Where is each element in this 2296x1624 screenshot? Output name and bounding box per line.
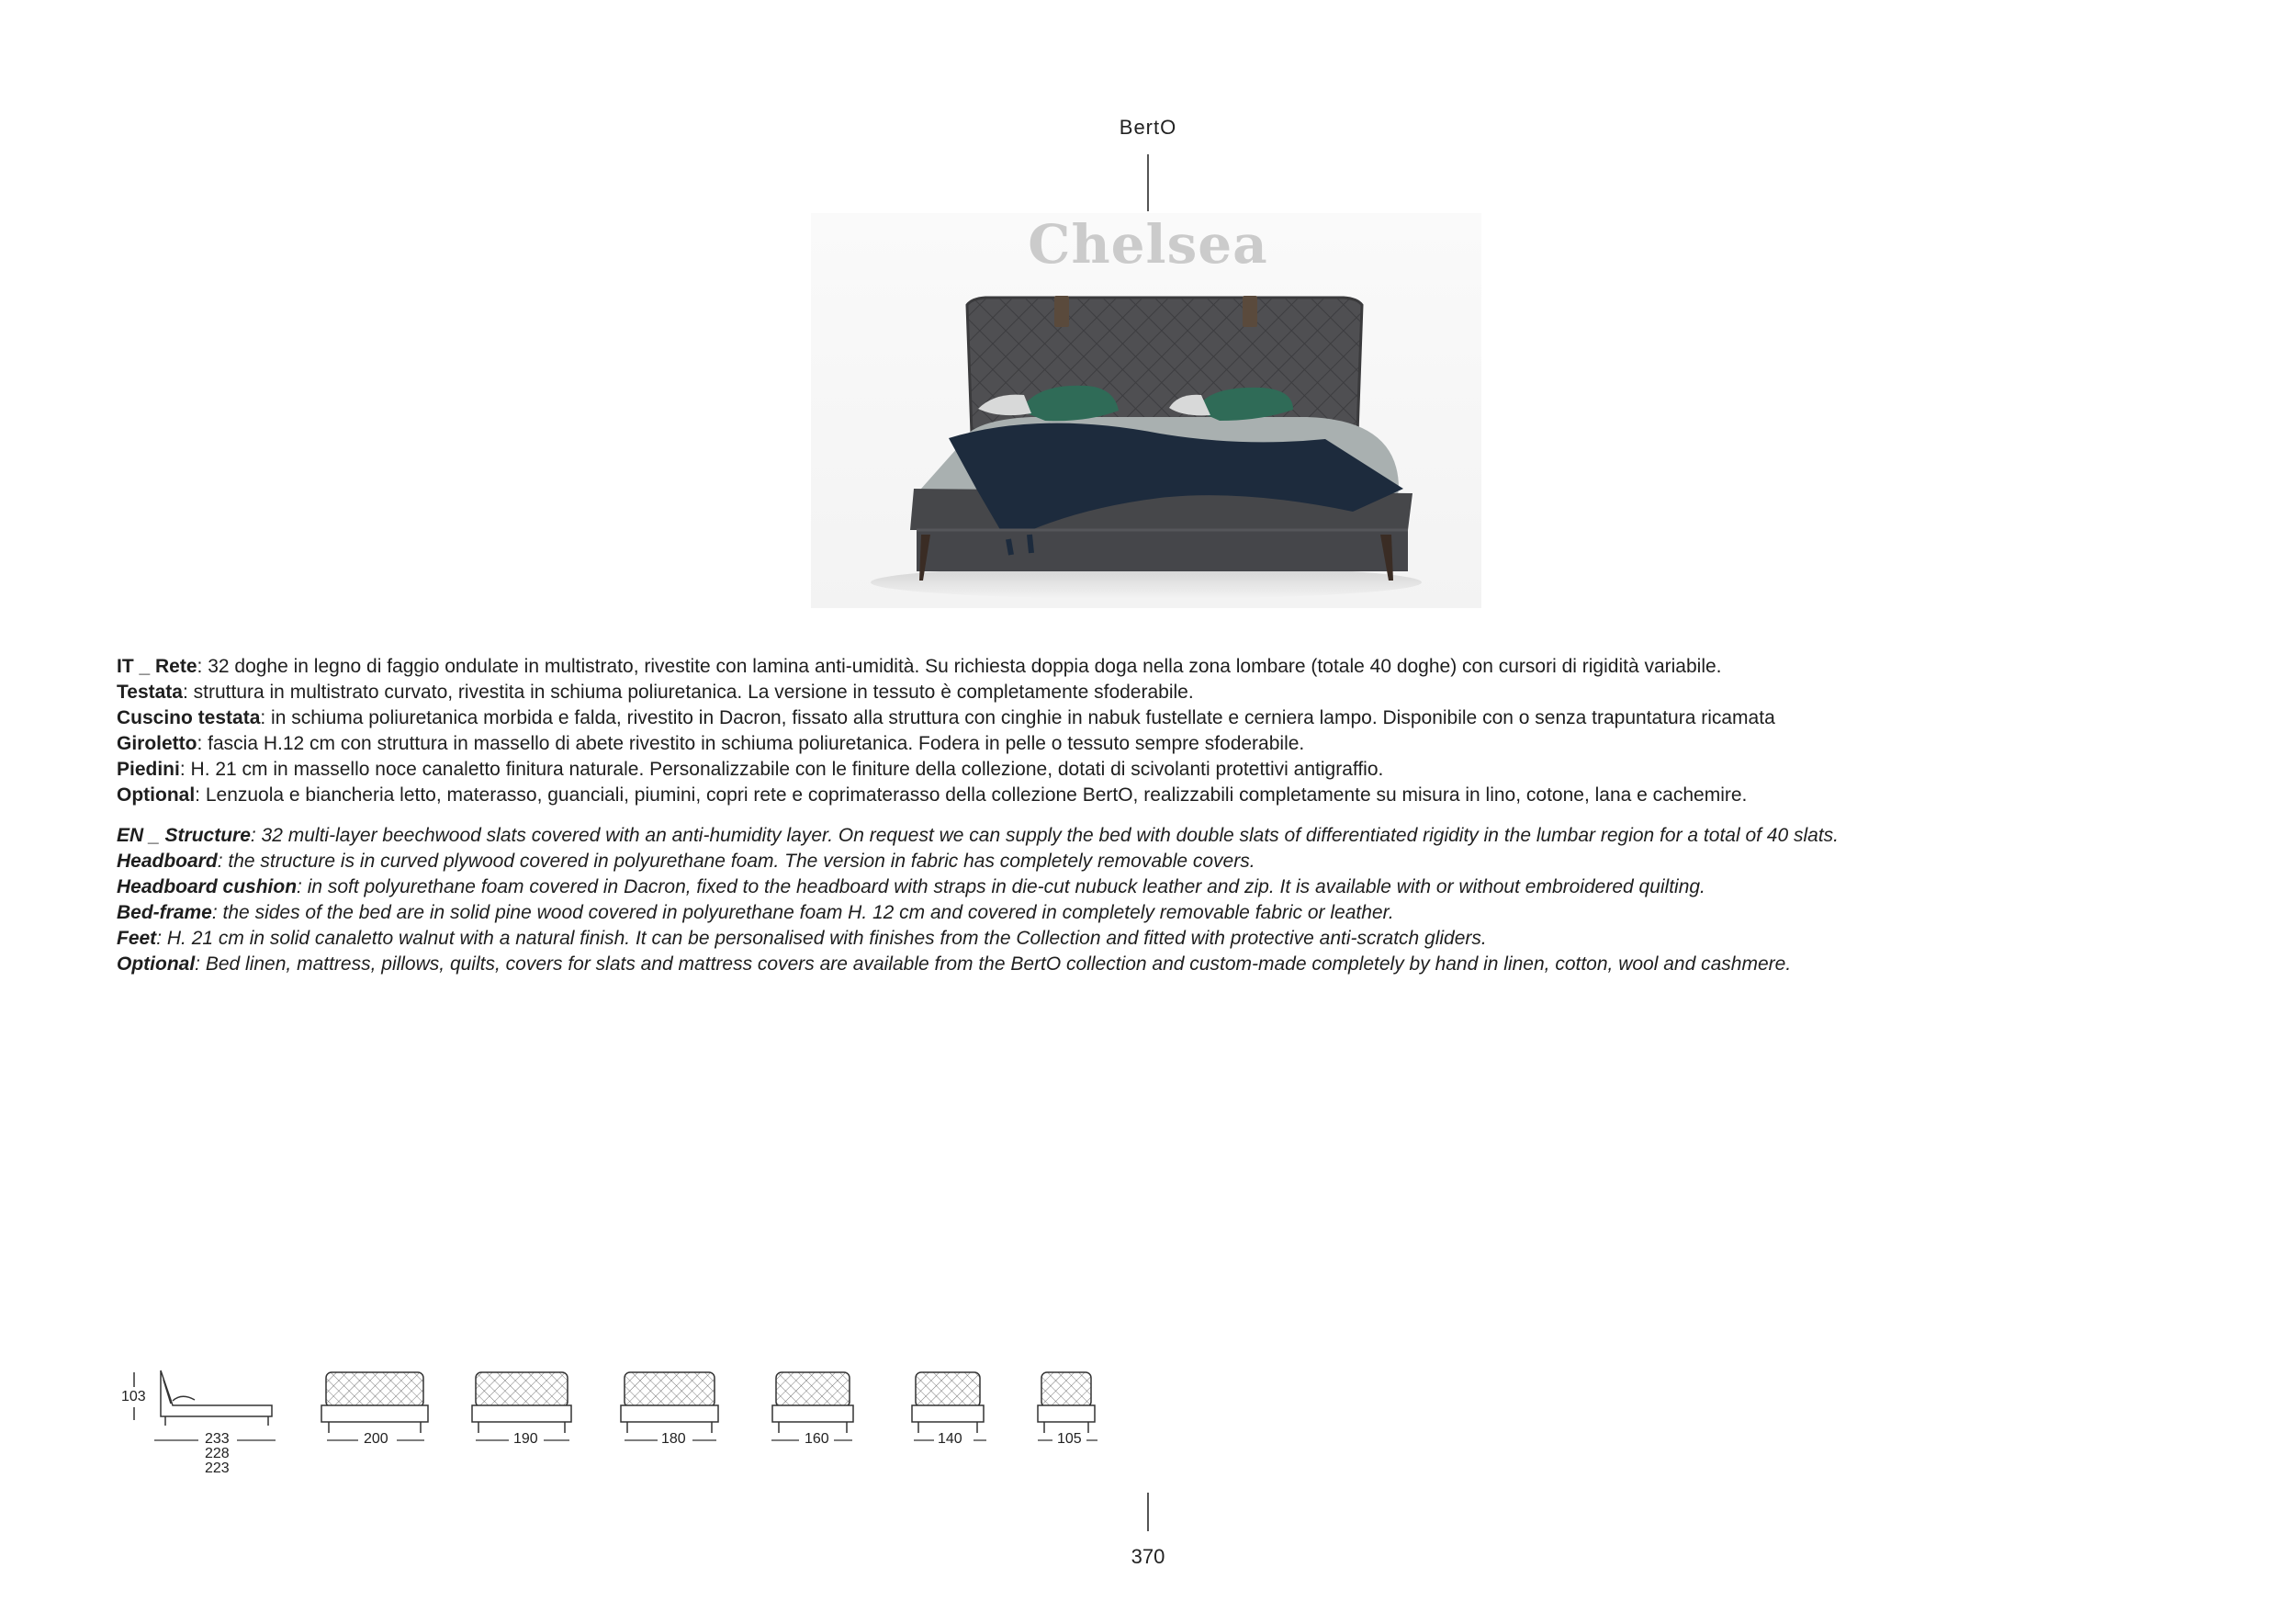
spec-label: Cuscino testata [117, 707, 261, 728]
spec-text: : in soft polyurethane foam covered in Dacron, fixed to the headboard with straps in die-cut nubuck leather and zip. It is available with or without embroidered quilting. [297, 876, 1705, 897]
english-specs [117, 823, 2183, 977]
spec-text: : 32 multi-layer beechwood slats covered with an anti-humidity layer. On request we can supply the bed with double slats of differentiated rigidity in the lumbar region for a total of 40 slats. [250, 825, 1840, 846]
spec-en-optional [117, 952, 2183, 977]
spec-label: Piedini [117, 759, 180, 780]
dimension-width: 190 [513, 1431, 538, 1447]
dimension-length: 228 [205, 1446, 230, 1461]
dimension-width: 200 [364, 1431, 388, 1447]
spec-it-testata [117, 680, 2183, 705]
dimension-length: 223 [205, 1460, 230, 1476]
spec-label: IT _ Rete [117, 656, 197, 677]
page-number: 370 [1131, 1545, 1165, 1568]
front-view-drawing [472, 1372, 571, 1433]
spec-text: : in schiuma poliuretanica morbida e falda, rivestito in Dacron, fissato alla struttura con cinghie in nabuk fustellate e cerniera lampo. Disponibile con o senza trapuntatura ricamata [260, 707, 1775, 728]
brand-name: BertO [1119, 116, 1177, 139]
spec-en-headboard-cushion [117, 874, 2183, 900]
header-divider [1147, 154, 1149, 211]
spec-label: EN _ Structure [117, 825, 251, 846]
spec-it-optional [117, 783, 2183, 808]
spec-en-feet [117, 926, 2183, 952]
spec-it-rete [117, 654, 2183, 680]
front-view-drawing [1038, 1372, 1095, 1433]
front-view-drawing [321, 1372, 428, 1433]
spec-text: : fascia H.12 cm con struttura in massello di abete rivestito in schiuma poliuretanica. Fodera in pelle o tessuto sempre sfoderabile. [197, 733, 1305, 754]
spec-text: : Lenzuola e biancheria letto, materasso, guanciali, piumini, copri rete e coprimaterasso della collezione BertO, realizzabili completamente su misura in lino, cotone, lana e cachemire. [195, 784, 1748, 806]
front-view-drawing [621, 1372, 718, 1433]
dimension-length: 233 [205, 1431, 230, 1447]
spec-label: Testata [117, 682, 183, 703]
dimension-width: 140 [938, 1431, 962, 1447]
spec-en-structure [117, 823, 2183, 849]
technical-drawings [110, 1359, 1120, 1488]
front-view-drawing [772, 1372, 853, 1433]
spec-text: : Bed linen, mattress, pillows, quilts, covers for slats and mattress covers are available from the BertO collection and custom-made completely by hand in linen, cotton, wool and cashmere. [195, 953, 1792, 975]
spec-text: : H. 21 cm in solid canaletto walnut with a natural finish. It can be personalised with finishes from the Collection and fitted with protective anti-scratch gliders. [156, 928, 1487, 949]
front-view-drawing [912, 1372, 984, 1433]
spec-text: : 32 doghe in legno di faggio ondulate in multistrato, rivestite con lamina anti-umidità. Su richiesta doppia doga nella zona lombare (totale 40 doghe) con cursori di rigidità variabile. [197, 656, 1722, 677]
spec-label: Optional [117, 784, 196, 806]
spec-it-piedini [117, 757, 2183, 783]
dimension-height: 103 [121, 1389, 146, 1404]
footer-divider [1147, 1493, 1149, 1531]
spec-label: Bed-frame [117, 902, 212, 923]
side-view-drawing [134, 1370, 272, 1426]
dimension-width: 105 [1057, 1431, 1082, 1447]
spec-text: : the structure is in curved plywood covered in polyurethane foam. The version in fabric has completely removable covers. [217, 851, 1255, 872]
spec-text: : H. 21 cm in massello noce canaletto finitura naturale. Personalizzabile con le finiture della collezione, dotati di scivolanti protettivi antigraffio. [179, 759, 1384, 780]
spec-text: : the sides of the bed are in solid pine wood covered in polyurethane foam H. 12 cm and covered in completely removable fabric or leather. [211, 902, 1394, 923]
spec-it-giroletto [117, 731, 2183, 757]
dimension-width: 160 [805, 1431, 829, 1447]
spec-en-bed-frame [117, 900, 2183, 926]
product-title: Chelsea [1028, 213, 1268, 276]
spec-label: Headboard [117, 851, 218, 872]
spec-label: Optional [117, 953, 196, 975]
dimension-width: 180 [661, 1431, 686, 1447]
spec-label: Headboard cushion [117, 876, 298, 897]
spec-it-cuscino [117, 705, 2183, 731]
spec-label: Feet [117, 928, 157, 949]
spec-en-headboard [117, 849, 2183, 874]
spec-label: Giroletto [117, 733, 197, 754]
italian-specs [117, 654, 2183, 808]
spec-text: : struttura in multistrato curvato, rivestita in schiuma poliuretanica. La versione in tessuto è completamente sfoderabile. [182, 682, 1194, 703]
